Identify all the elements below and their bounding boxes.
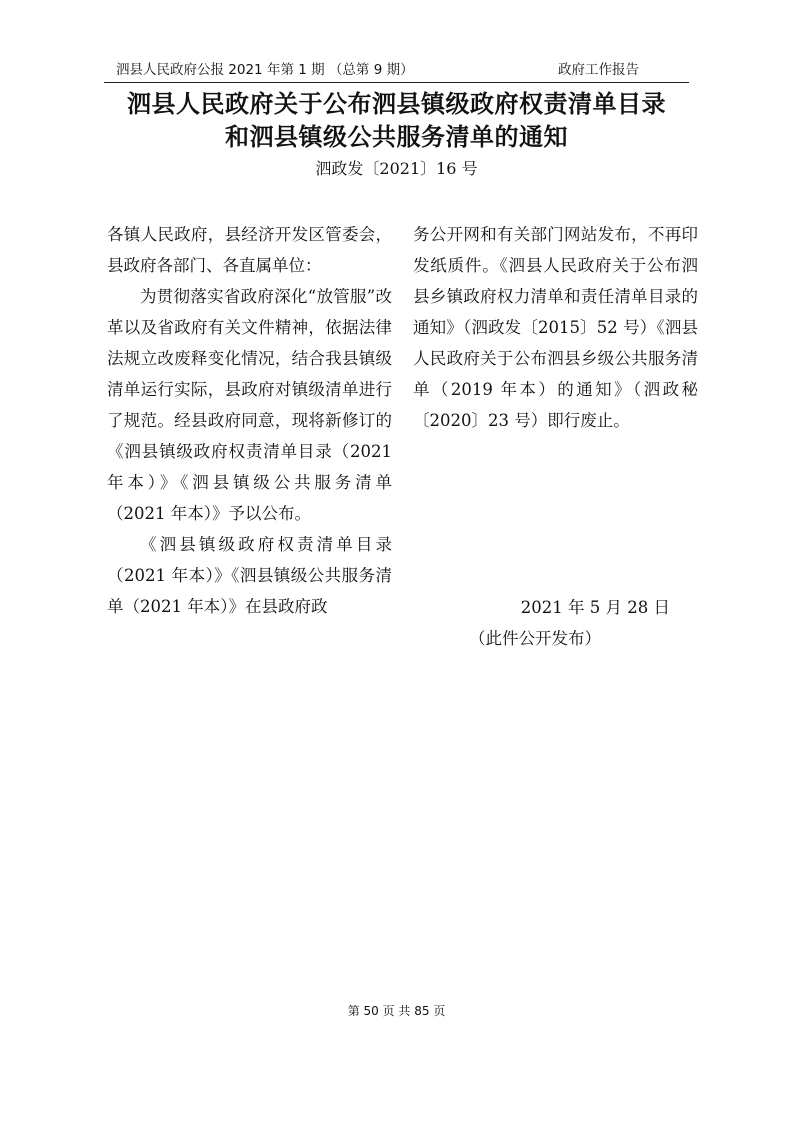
page-header	[104, 62, 689, 83]
right-column	[413, 219, 698, 436]
paragraph-2-continued: 务公开网和有关部门网站发布，不再印发纸质件。《泗县人民政府关于公布泗县乡镇政府权力清单和责任清单目录的通知》（泗政发〔2015〕52 号）《泗县人民政府关于公布泗县乡级公共服务清单（2019 年本）的通知》（泗政秘〔2020〕23 号）即行废止。	[413, 225, 698, 430]
paragraph-1: 为贯彻落实省政府深化“放管服”改革以及省政府有关文件精神，依据法律法规立改废释变化情况，结合我县镇级清单运行实际，县政府对镇级清单进行了规范。经县政府同意，现将新修订的《泗县镇级政府权责清单目录（2021 年本）》《泗县镇级公共服务清单（2021 年本）》予以公布。	[107, 287, 392, 523]
signature-block	[413, 592, 698, 654]
public-release-note: （此件公开发布）	[469, 629, 601, 648]
document-title	[60, 88, 733, 154]
section-label: 政府工作报告	[558, 62, 639, 78]
paragraph-2-start: 《泗县镇级政府权责清单目录（2021 年本）》《泗县镇级公共服务清单（2021 年本）》在县政府政	[107, 535, 392, 616]
left-column	[107, 219, 392, 622]
salutation: 各镇人民政府，县经济开发区管委会，县政府各部门、各直属单位：	[107, 225, 392, 275]
issue-date: 2021 年 5 月 28 日	[520, 598, 670, 617]
bulletin-issue-label: 泗县人民政府公报 2021 年第 1 期 （总第 9 期）	[116, 62, 414, 78]
title-line-1: 泗县人民政府关于公布泗县镇级政府权责清单目录	[127, 90, 666, 118]
document-number: 泗政发〔2021〕16 号	[315, 159, 478, 178]
page-footer: 第 50 页 共 85 页	[347, 1004, 446, 1018]
title-line-2: 和泗县镇级公共服务清单的通知	[225, 123, 568, 151]
